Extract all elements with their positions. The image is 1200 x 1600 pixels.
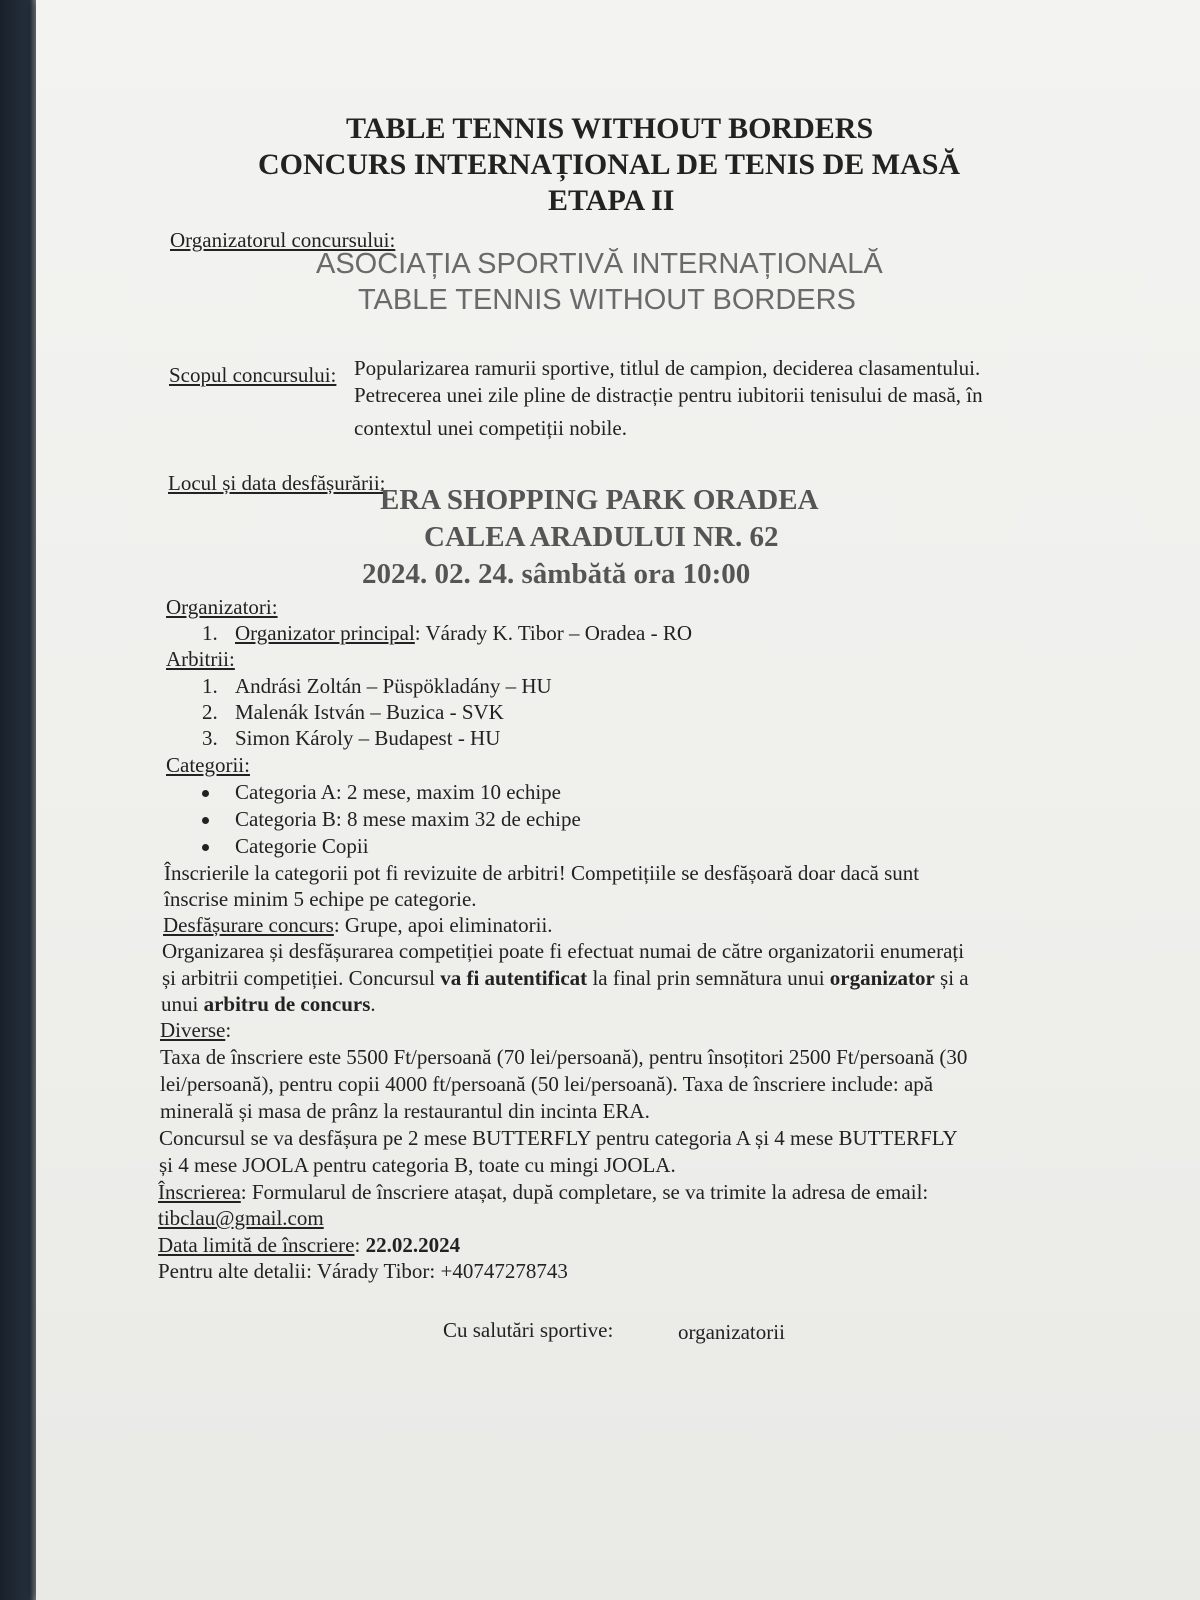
- category-3: Categorie Copii: [235, 834, 369, 858]
- registration-label: Înscrierea: [158, 1180, 241, 1204]
- organizer-item: [235, 621, 692, 646]
- referee-num-3: 3.: [202, 726, 218, 750]
- category-bullet-3: [202, 844, 209, 851]
- format-line: [163, 913, 553, 938]
- format-text: : Grupe, apoi eliminatorii.: [333, 913, 553, 937]
- title-line-3: ETAPA II: [548, 184, 675, 217]
- registration-email[interactable]: tibclau@gmail.com: [158, 1206, 324, 1230]
- referee-1: Andrási Zoltán – Püspökladány – HU: [235, 674, 552, 698]
- auth-text-e: și a: [934, 966, 969, 990]
- deadline-label: Data limită de înscriere: [158, 1233, 355, 1257]
- auth-bold-organizer: organizator: [829, 966, 935, 990]
- organizer-name-line-1: ASOCIAȚIA SPORTIVĂ INTERNAȚIONALĂ: [316, 248, 883, 280]
- referees-label: Arbitrii:: [166, 647, 235, 671]
- deadline-colon: :: [354, 1233, 366, 1257]
- tables-line-1: Concursul se va desfășura pe 2 mese BUTTERFLY pentru categoria A și 4 mese BUTTERFLY: [159, 1126, 958, 1150]
- registration-text: : Formularul de înscriere atașat, după completare, se va trimite la adresa de email:: [240, 1180, 929, 1204]
- auth-bold-authenticated: va fi autentificat: [440, 966, 588, 990]
- deadline-line: [158, 1233, 460, 1258]
- auth-text-c: la final prin semnătura unui: [587, 966, 830, 990]
- misc-label-line: [160, 1018, 231, 1043]
- venue-address: CALEA ARADULUI NR. 62: [424, 521, 779, 553]
- organizer-label: Organizatorul concursului:: [170, 228, 396, 252]
- categories-note-line-1: Înscrierile la categorii pot fi revizuite de arbitri! Competițiile se desfășoară doar dacă sunt: [164, 861, 920, 885]
- organizer-item-num: 1.: [202, 621, 218, 645]
- fee-line-2: lei/persoană), pentru copii 4000 ft/persoană (50 lei/persoană). Taxa de înscriere include: apă: [160, 1072, 934, 1096]
- auth-bold-referee: arbitru de concurs: [203, 992, 371, 1016]
- registration-line: [158, 1180, 928, 1205]
- auth-text-a: și arbitrii competiției. Concursul: [162, 966, 441, 990]
- misc-label: Diverse: [160, 1018, 226, 1042]
- auth-line-1: Organizarea și desfășurarea competiției poate fi efectuat numai de către organizatorii enumerați: [162, 939, 965, 963]
- organizer-name: : Várady K. Tibor – Oradea - RO: [414, 621, 693, 645]
- auth-text-line3-a: unui: [161, 992, 204, 1016]
- title-line-2: CONCURS INTERNAȚIONAL DE TENIS DE MASĂ: [258, 148, 961, 181]
- fee-line-3: minerală și masa de prânz la restaurantul din incinta ERA.: [160, 1099, 650, 1123]
- category-1: Categoria A: 2 mese, maxim 10 echipe: [235, 780, 561, 804]
- deadline-value: 22.02.2024: [365, 1233, 461, 1257]
- organizers-label: Organizatori:: [166, 595, 278, 619]
- referee-num-1: 1.: [202, 674, 218, 698]
- contact-line: Pentru alte detalii: Várady Tibor: +40747278743: [158, 1259, 568, 1283]
- category-2: Categoria B: 8 mese maxim 32 de echipe: [235, 807, 581, 831]
- organizer-role: Organizator principal: [235, 621, 415, 645]
- purpose-line-3: contextul unei competiții nobile.: [354, 416, 627, 440]
- auth-text-line3-c: .: [370, 992, 376, 1016]
- auth-line-3: [161, 992, 376, 1017]
- fee-line-1: Taxa de înscriere este 5500 Ft/persoană (70 lei/persoană), pentru însoțitori 2500 Ft/persoană (30: [160, 1045, 968, 1069]
- misc-colon: :: [225, 1018, 232, 1042]
- referee-3: Simon Károly – Budapest - HU: [235, 726, 501, 750]
- category-bullet-2: [202, 817, 209, 824]
- purpose-line-1: Popularizarea ramurii sportive, titlul de campion, deciderea clasamentului.: [354, 356, 981, 380]
- referee-2: Malenák István – Buzica - SVK: [235, 700, 504, 724]
- venue-name: ERA SHOPPING PARK ORADEA: [380, 484, 819, 516]
- title-line-1: TABLE TENNIS WITHOUT BORDERS: [346, 112, 874, 145]
- document-sheet: [36, 0, 1200, 1600]
- organizer-name-line-2: TABLE TENNIS WITHOUT BORDERS: [358, 284, 856, 316]
- categories-note-line-2: înscrise minim 5 echipe pe categorie.: [164, 887, 477, 911]
- format-label: Desfășurare concurs: [163, 913, 334, 937]
- closing-greeting: Cu salutări sportive:: [443, 1318, 614, 1342]
- category-bullet-1: [202, 790, 209, 797]
- event-datetime: 2024. 02. 24. sâmbătă ora 10:00: [362, 558, 751, 590]
- categories-label: Categorii:: [166, 753, 250, 777]
- closing-signature: organizatorii: [678, 1320, 785, 1344]
- location-label: Locul și data desfășurării:: [168, 471, 386, 495]
- tables-line-2: și 4 mese JOOLA pentru categoria B, toate cu mingi JOOLA.: [159, 1153, 676, 1177]
- auth-line-2: [162, 966, 969, 991]
- purpose-line-2: Petrecerea unei zile pline de distracție pentru iubitorii tenisului de masă, în: [354, 383, 983, 407]
- purpose-label: Scopul concursului:: [169, 363, 337, 387]
- referee-num-2: 2.: [202, 700, 218, 724]
